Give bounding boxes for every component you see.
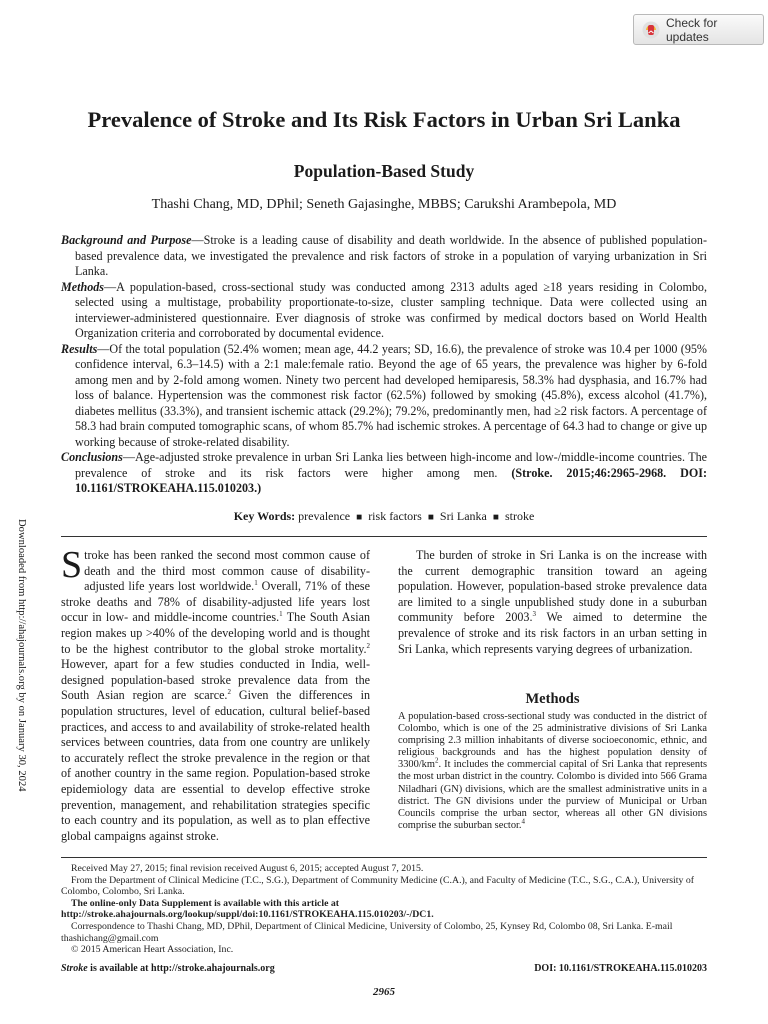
abstract-label: Methods xyxy=(61,279,105,294)
download-watermark xyxy=(16,519,34,961)
author-list: Thashi Chang, MD, DPhil; Seneth Gajasinghe, MBBS; Carukshi Arambepola, MD xyxy=(151,197,617,212)
abstract-label: Results xyxy=(61,341,98,356)
body-left-column xyxy=(61,544,370,844)
abstract-text: —Age-adjusted stroke prevalence in urban Sri Lanka lies between high-income and low-/middle-income countries. The prevalence of stroke and its risk factors were higher among men. xyxy=(75,450,707,480)
reference-mark: 4 xyxy=(521,817,525,826)
body-text: . It includes the commercial capital of Sri Lanka that represents the most urban district in the country. Colombo is divided into 566 Grama Niladhari (GN) divisions, which are the smallest administrative units in a district. The GN divisions under the purview of Municipal or Urban Councils comprise the urban sector, whereas all other GN divisions comprise the suburban sector. xyxy=(398,759,707,831)
article-doi[interactable]: DOI: 10.1161/STROKEAHA.115.010203 xyxy=(534,963,707,974)
keyword-separator: ■ xyxy=(356,512,363,523)
abstract-results xyxy=(61,342,707,451)
keywords xyxy=(61,509,707,524)
abstract-label: Background and Purpose xyxy=(61,233,192,247)
abstract xyxy=(61,233,707,497)
abstract-text: —Of the total population (52.4% women; mean age, 44.2 years; SD, 16.6), the prevalence of stroke was 10.4 per 1000 (95% confidence interval, 6.3–14.5) with a 2:1 male:female ratio. Beyond the age of 65 years, the prevalence was higher by 6-fold among men and by 2-fold among women. Ninety two percent had developed hemiparesis, 58.3% had dysphasia, and 16.7% had loss of balance. Hypertension was the commonest risk factor (62.5%) followed by smoking (45.8%), excess alcohol (41.7%), diabetes mellitus (33.3%), and transient ischemic attack (29.2%); 79.2%, predominantly men, had ≥2 risk factors. A percentage of 58.3 had brain computed tomographic scans, of whom 85.7% had ischemic strokes. A percentage of 64.3 had to change or give up working because of stroke-related disability. xyxy=(75,341,707,449)
abstract-methods xyxy=(61,280,707,342)
abstract-conclusions xyxy=(61,450,707,497)
keywords-label: Key Words: xyxy=(233,509,296,523)
abstract-background xyxy=(61,233,707,280)
affiliation: From the Department of Clinical Medicine (T.C., S.G.), Department of Community Medicine (C.A.), and Faculty of Medicine (T.C., S.G., C.A.), University of Colombo, Colombo, Sri Lanka. xyxy=(61,874,694,898)
body-text: A population-based cross-sectional study was conducted in the district of Colombo, which is one of the 25 administrative divisions of Sri Lanka comprising 2.3 million inhabitants of diverse socioeconomic, ethnic, and religious backgrounds and has the highest population density of 3300/km xyxy=(398,711,707,771)
abstract-text: —A population-based, cross-sectional study was conducted among 2313 adults aged ≥18 years residing in Colombo, selected using a multistage, probability proportionate-to-size, cluster sampling technique. Data were collected using an interviewer-administered questionnaire. Ever diagnosis of stroke was confirmed by medical doctors based on World Health Organization criteria and corroborated by documental evidence. xyxy=(75,279,707,340)
article-title: Prevalence of Stroke and Its Risk Factors in Urban Sri Lanka xyxy=(87,107,681,132)
footnotes xyxy=(61,863,707,956)
footnote-divider xyxy=(61,857,707,858)
drop-cap: S xyxy=(61,544,83,586)
reference-mark: 3 xyxy=(532,610,537,619)
methods-section xyxy=(398,711,707,832)
check-for-updates-label: Check for updates xyxy=(666,15,718,44)
burden-paragraph xyxy=(398,548,707,657)
crossmark-icon xyxy=(642,21,660,39)
correspondence: Correspondence to Thashi Chang, MD, DPhil, Department of Clinical Medicine, University of Colombo, 25, Kynsey Rd, Colombo 08, Sri Lanka. E-mail thashichang@gmail.com xyxy=(61,920,673,944)
journal-name: Stroke xyxy=(61,963,88,974)
keyword-separator: ■ xyxy=(427,512,434,523)
check-for-updates-button[interactable] xyxy=(633,14,764,45)
body-text: Overall, 71% of these stroke deaths and 78% of disability-adjusted life years lost occur in low- and middle-income countries. xyxy=(61,579,370,625)
reference-mark: 2 xyxy=(366,641,370,650)
received-dates: Received May 27, 2015; final revision received August 6, 2015; accepted August 7, 2015. xyxy=(71,863,424,874)
body-right-column xyxy=(398,548,707,657)
supplement-link[interactable]: The online-only Data Supplement is available with this article at http://stroke.ahajournals.org/lookup/suppl/doi:10.1161/STROKEAHA.115.010203/-/DC1. xyxy=(61,897,434,921)
reference-mark: 1 xyxy=(254,579,258,588)
superscript: 2 xyxy=(434,756,439,765)
methods-heading: Methods xyxy=(525,691,580,707)
abstract-label: Conclusions xyxy=(61,450,123,464)
abstract-text: —Stroke is a leading cause of disability and death worldwide. In the absence of published population-based prevalence data, we investigated the prevalence and risk factors of stroke in a population of varying urbanization in Sri Lanka. xyxy=(75,233,707,278)
article-citation: (Stroke. 2015;46:2965-2968. DOI: 10.1161/STROKEAHA.115.010203.) xyxy=(75,465,707,495)
divider xyxy=(61,536,707,537)
page-number: 2965 xyxy=(373,986,395,998)
reference-mark: 2 xyxy=(227,688,231,697)
copyright: © 2015 American Heart Association, Inc. xyxy=(71,944,234,956)
keyword: prevalence xyxy=(298,509,351,523)
body-text: However, apart for a few studies conducted in India, well-designed population-based stroke prevalence data from the South Asian region are scarce. xyxy=(61,657,370,703)
keyword: stroke xyxy=(504,509,535,523)
body-text: The South Asian region makes up >40% of the developing world and is thought to be the highest contributor to the global stroke mortality. xyxy=(61,610,370,656)
keyword: Sri Lanka xyxy=(439,509,487,523)
journal-availability[interactable] xyxy=(61,963,275,974)
journal-footer xyxy=(61,963,707,974)
article-subtitle: Population-Based Study xyxy=(293,161,475,181)
body-text: The burden of stroke in Sri Lanka is on the increase with the current demographic transition toward an ageing population. However, population-based stroke prevalence data are limited to a single unpublished study done in a suburban community before 2003. xyxy=(398,548,707,625)
keyword-separator: ■ xyxy=(492,512,499,523)
body-text: We aimed to determine the prevalence of stroke and its risk factors in an urban setting in Sri Lanka, which represents varying degrees of urbanization. xyxy=(398,610,708,656)
body-text: Given the differences in population structures, level of education, cultural belief-based practices, and access to and availability of stroke-related health services between countries, data from one country are unlikely to accurately reflect the stroke prevalence in the region or that of another country in the same region. Population-based stroke epidemiology data are essential to develop effective stroke prevention, management, and rehabilitation strategies specific to each country and its population, as well as to plan effective global campaigns against stroke. xyxy=(61,688,370,843)
availability-text: is available at http://stroke.ahajournals.org xyxy=(87,963,275,974)
reference-mark: 1 xyxy=(279,610,283,619)
download-note: Downloaded from http://ahajournals.org by on January 30, 2024 xyxy=(16,519,27,792)
keyword: risk factors xyxy=(368,509,422,523)
intro-paragraph xyxy=(61,544,370,844)
body-text: troke has been ranked the second most common cause of death and the third most common cause of disability-adjusted life years lost worldwide. xyxy=(84,548,370,594)
methods-paragraph xyxy=(398,711,707,832)
